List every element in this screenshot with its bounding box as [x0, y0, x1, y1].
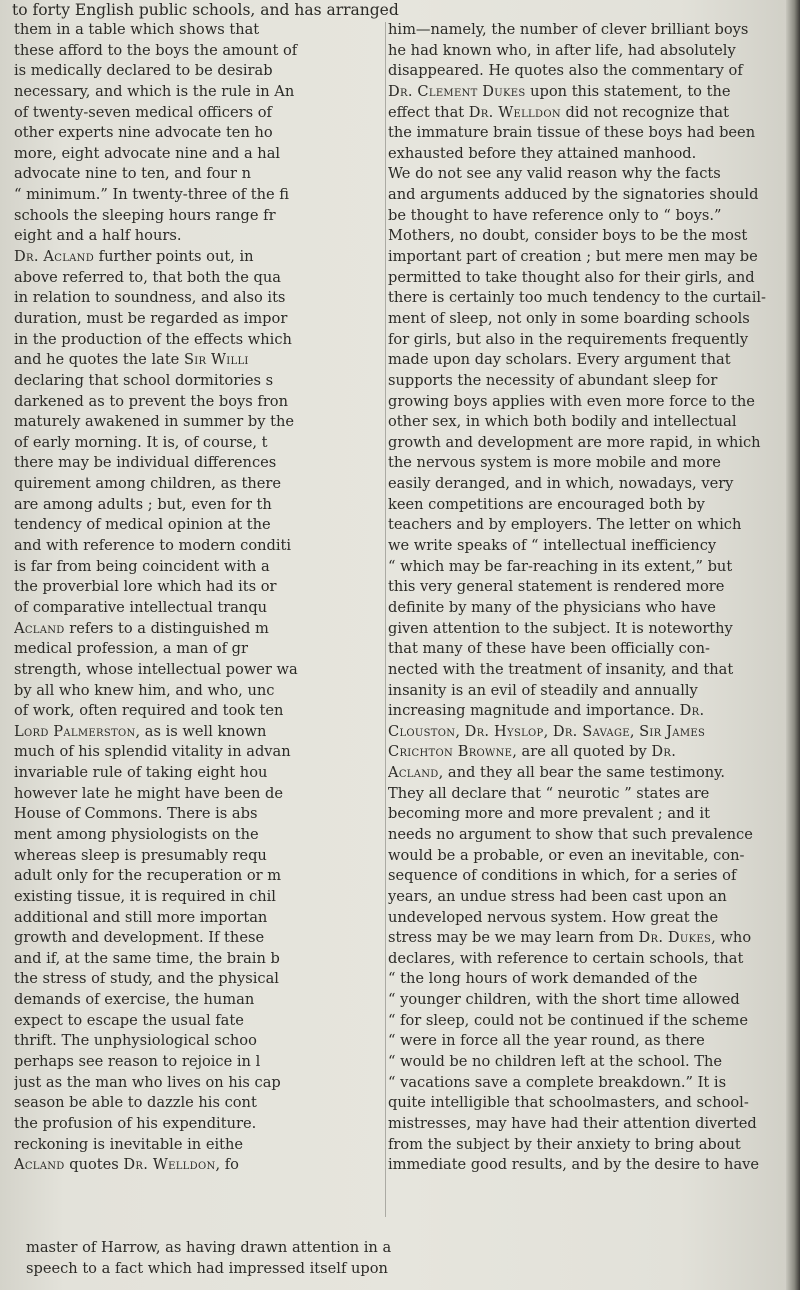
left-column-line: much of his splendid vitality in advan — [14, 743, 291, 761]
right-column-line: We do not see any valid reason why the facts — [388, 165, 721, 183]
left-column-line: other experts nine advocate ten ho — [14, 124, 273, 142]
right-column-line: there is certainly too much tendency to the curtail- — [388, 289, 766, 307]
right-column-line: Acland, and they all bear the same testimony. — [388, 764, 726, 782]
left-column-line: is far from being coincident with a — [14, 557, 270, 575]
right-column-line: definite by many of the physicians who have — [388, 598, 716, 616]
right-column-line: made upon day scholars. Every argument that — [388, 351, 731, 369]
left-column-line: Lord Palmerston, as is well known — [14, 722, 267, 740]
left-column-line: invariable rule of taking eight hou — [14, 764, 268, 782]
left-column-line: season be able to dazzle his cont — [14, 1094, 257, 1112]
left-column-line: Dr. Acland further points out, in — [14, 248, 254, 266]
right-column-line: stress may be we may learn from Dr. Dukes, who — [388, 929, 752, 947]
right-column-line: They all declare that “ neurotic ” states are — [388, 784, 710, 802]
left-column-line: medical profession, a man of gr — [14, 640, 248, 658]
right-column-line: be thought to have reference only to “ boys.” — [388, 206, 722, 224]
left-column-line: of work, often required and took ten — [14, 702, 284, 720]
left-column-line: quirement among children, as there — [14, 475, 281, 493]
right-column-line: Crichton Browne, are all quoted by Dr. — [388, 743, 677, 761]
right-column-line: insanity is an evil of steadily and annually — [388, 681, 698, 699]
left-column-line: Acland quotes Dr. Welldon, fo — [14, 1156, 239, 1174]
right-column-line: from the subject by their anxiety to bring about — [388, 1135, 741, 1153]
left-column-line: reckoning is inevitable in eithe — [14, 1135, 244, 1153]
right-column-line: for girls, but also in the requirements frequently — [388, 330, 749, 348]
left-column-line: existing tissue, it is required in chil — [14, 887, 276, 905]
left-column-line: and he quotes the late Sir Willi — [14, 351, 249, 369]
right-column-line: increasing magnitude and importance. Dr. — [388, 702, 705, 720]
left-column-line: maturely awakened in summer by the — [14, 413, 295, 431]
left-column-line: “ minimum.” In twenty-three of the fi — [14, 186, 289, 204]
right-column-line: immediate good results, and by the desire to have — [388, 1156, 760, 1174]
left-column-line: and with reference to modern conditi — [14, 537, 292, 555]
right-column-line: would be a probable, or even an inevitable, con- — [388, 846, 745, 864]
left-column-line: expect to escape the usual fate — [14, 1011, 244, 1029]
right-column-line: given attention to the subject. It is noteworthy — [388, 619, 733, 637]
right-column-line: the nervous system is more mobile and more — [388, 454, 721, 472]
bottom-lines — [26, 1238, 586, 1279]
right-column-line: years, an undue stress had been cast upon an — [388, 887, 727, 905]
right-column-line: mistresses, may have had their attention diverted — [388, 1114, 757, 1132]
right-column-line: needs no argument to show that such prevalence — [388, 825, 753, 843]
right-column-line: quite intelligible that schoolmasters, and school- — [388, 1094, 749, 1112]
left-column-line: the stress of study, and the physical — [14, 970, 279, 988]
left-column-line: however late he might have been de — [14, 784, 283, 802]
left-column-line: of twenty-seven medical officers of — [14, 103, 272, 121]
left-column-line: schools the sleeping hours range fr — [14, 206, 276, 224]
right-column-line: this very general statement is rendered more — [388, 578, 725, 596]
left-column-line: advocate nine to ten, and four n — [14, 165, 251, 183]
left-column-line: growth and development. If these — [14, 929, 265, 947]
right-column — [388, 20, 774, 1176]
left-column-line: thrift. The unphysiological schoo — [14, 1032, 257, 1050]
left-column-line: additional and still more importan — [14, 908, 268, 926]
right-column-line: important part of creation ; but mere men may be — [388, 248, 758, 266]
left-column-line: House of Commons. There is abs — [14, 805, 258, 823]
right-column-line: exhausted before they attained manhood. — [388, 144, 697, 162]
top-line: to forty English public schools, and has arranged — [12, 1, 399, 19]
right-column-line: “ which may be far-reaching in its extent,” but — [388, 557, 733, 575]
right-column-line: keen competitions are encouraged both by — [388, 495, 705, 513]
left-column-line: necessary, and which is the rule in An — [14, 82, 295, 100]
left-column-line: the profusion of his expenditure. — [14, 1114, 257, 1132]
left-column-line: them in a table which shows that — [14, 21, 260, 38]
left-column-line: the proverbial lore which had its or — [14, 578, 277, 596]
right-column-line: that many of these have been officially con- — [388, 640, 710, 658]
left-column-line: strength, whose intellectual power wa — [14, 660, 298, 678]
right-column-line: sequence of conditions in which, for a series of — [388, 867, 737, 885]
bottom-line: master of Harrow, as having drawn attention in a — [26, 1239, 392, 1256]
right-column-line: declares, with reference to certain schools, that — [388, 949, 744, 967]
left-column-line: in the production of the effects which — [14, 330, 292, 348]
right-column-line: “ would be no children left at the school. The — [388, 1053, 723, 1071]
right-column-line: nected with the treatment of insanity, and that — [388, 660, 734, 678]
right-column-line: ment of sleep, not only in some boarding schools — [388, 309, 750, 327]
right-column-line: Mothers, no doubt, consider boys to be the most — [388, 227, 748, 245]
right-column-line: growth and development are more rapid, in which — [388, 433, 761, 451]
left-column-line: darkened as to prevent the boys fron — [14, 392, 288, 410]
left-column-line: above referred to, that both the qua — [14, 268, 281, 286]
left-column-line: duration, must be regarded as impor — [14, 309, 288, 327]
left-column-line: whereas sleep is presumably requ — [14, 846, 267, 864]
bottom-line: speech to a fact which had impressed itself upon — [26, 1259, 388, 1277]
left-column-line: ment among physiologists on the — [14, 825, 259, 843]
right-column-line: “ younger children, with the short time allowed — [388, 991, 740, 1009]
left-column-line: are among adults ; but, even for th — [14, 495, 272, 513]
left-column-line: eight and a half hours. — [14, 227, 182, 245]
right-column-line: effect that Dr. Welldon did not recognize that — [388, 103, 729, 121]
right-column-line: “ vacations save a complete breakdown.” It is — [388, 1073, 727, 1091]
left-column-line: in relation to soundness, and also its — [14, 289, 286, 307]
right-column-line: becoming more and more prevalent ; and it — [388, 805, 710, 823]
right-column-line: the immature brain tissue of these boys had been — [388, 124, 756, 142]
right-column-line: he had known who, in after life, had absolutely — [388, 41, 736, 59]
right-column-line: disappeared. He quotes also the commentary of — [388, 62, 743, 80]
left-column-line: is medically declared to be desirab — [14, 62, 273, 80]
left-column-line: these afford to the boys the amount of — [14, 41, 298, 59]
left-column-line: of comparative intellectual tranqu — [14, 598, 268, 616]
right-column-line: Clouston, Dr. Hyslop, Dr. Savage, Sir James — [388, 722, 706, 740]
left-column-line: declaring that school dormitories s — [14, 371, 274, 389]
right-column-line: permitted to take thought also for their girls, and — [388, 268, 755, 286]
column-gutter — [385, 22, 386, 1217]
right-column-line: supports the necessity of abundant sleep for — [388, 371, 718, 389]
left-column-line: perhaps see reason to rejoice in l — [14, 1053, 261, 1071]
left-column-line: more, eight advocate nine and a hal — [14, 144, 281, 162]
right-column-line: other sex, in which both bodily and intellectual — [388, 413, 737, 431]
right-column-line: him—namely, the number of clever brilliant boys — [388, 21, 749, 38]
left-column-line: there may be individual differences — [14, 454, 277, 472]
left-column-line: just as the man who lives on his cap — [14, 1073, 281, 1091]
right-column-line: we write speaks of “ intellectual inefficiency — [388, 537, 717, 555]
left-column-line: and if, at the same time, the brain b — [14, 949, 280, 967]
right-column-line: “ for sleep, could not be continued if the scheme — [388, 1011, 748, 1029]
left-column-line: by all who knew him, and who, unc — [14, 681, 275, 699]
left-column-line: of early morning. It is, of course, t — [14, 433, 268, 451]
right-column-line: teachers and by employers. The letter on which — [388, 516, 742, 534]
left-column-line: Acland refers to a distinguished m — [14, 619, 269, 637]
right-column-line: undeveloped nervous system. How great the — [388, 908, 719, 926]
left-column-line: tendency of medical opinion at the — [14, 516, 271, 534]
right-column-line: and arguments adduced by the signatories should — [388, 186, 759, 204]
right-column-line: growing boys applies with even more force to the — [388, 392, 755, 410]
page-binding-edge — [786, 0, 800, 1290]
right-column-line: “ were in force all the year round, as there — [388, 1032, 705, 1050]
left-column-line: demands of exercise, the human — [14, 991, 255, 1009]
right-column-line: easily deranged, and in which, nowadays, very — [388, 475, 734, 493]
right-column-line: Dr. Clement Dukes upon this statement, to the — [388, 82, 731, 100]
left-column-line: adult only for the recuperation or m — [14, 867, 282, 885]
left-column — [14, 20, 387, 1176]
right-column-line: “ the long hours of work demanded of the — [388, 970, 698, 988]
